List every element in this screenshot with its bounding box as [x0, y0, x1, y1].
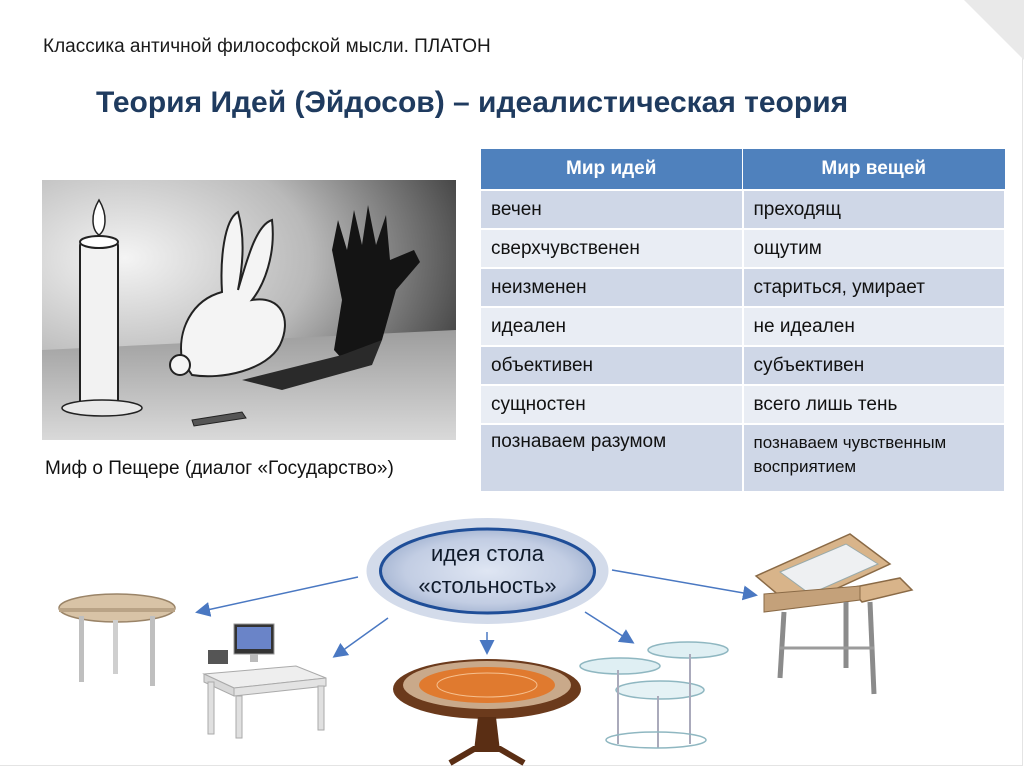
cave-caption: Миф о Пещере (диалог «Государство») [45, 458, 394, 479]
table-row [480, 307, 1005, 346]
ideas-cell: сверхчувственен [480, 229, 743, 268]
cave-shadow-illustration [42, 180, 456, 440]
slide-subtitle: Классика античной философской мысли. ПЛАТОН [43, 36, 491, 57]
ideas-vs-things-table [479, 148, 1006, 493]
slide-title: Теория Идей (Эйдосов) – идеалистическая теория [96, 86, 849, 119]
things-cell: не идеален [743, 307, 1006, 346]
table-row [480, 424, 1005, 492]
ideas-cell: объективен [480, 346, 743, 385]
round-poker-table-image [390, 655, 585, 767]
page-corner-fold [964, 0, 1024, 60]
table-row [480, 385, 1005, 424]
table-row [480, 190, 1005, 229]
ideas-cell: неизменен [480, 268, 743, 307]
idea-line-1: идея стола [430, 541, 545, 566]
things-cell: субъективен [743, 346, 1006, 385]
white-computer-desk-image [200, 622, 330, 740]
header-world-of-things: Мир вещей [743, 149, 1006, 191]
table-row [480, 346, 1005, 385]
things-cell: стариться, умирает [743, 268, 1006, 307]
ideas-cell: идеален [480, 307, 743, 346]
round-wooden-table-image [55, 590, 180, 690]
things-cell: всего лишь тень [743, 385, 1006, 424]
ideas-cell: вечен [480, 190, 743, 229]
table-row [480, 229, 1005, 268]
things-cell: познаваем чувственным восприятием [743, 424, 1006, 492]
things-cell: ощутим [743, 229, 1006, 268]
ideas-cell: сущностен [480, 385, 743, 424]
drafting-table-image [750, 528, 915, 698]
glass-tiered-table-image [578, 640, 733, 752]
table-header-row [480, 149, 1005, 191]
table-row [480, 268, 1005, 307]
idea-line-2: «стольность» [418, 573, 557, 598]
ideas-cell: познаваем разумом [480, 424, 743, 492]
header-world-of-ideas: Мир идей [480, 149, 743, 191]
idea-label [365, 538, 610, 602]
things-cell: преходящ [743, 190, 1006, 229]
